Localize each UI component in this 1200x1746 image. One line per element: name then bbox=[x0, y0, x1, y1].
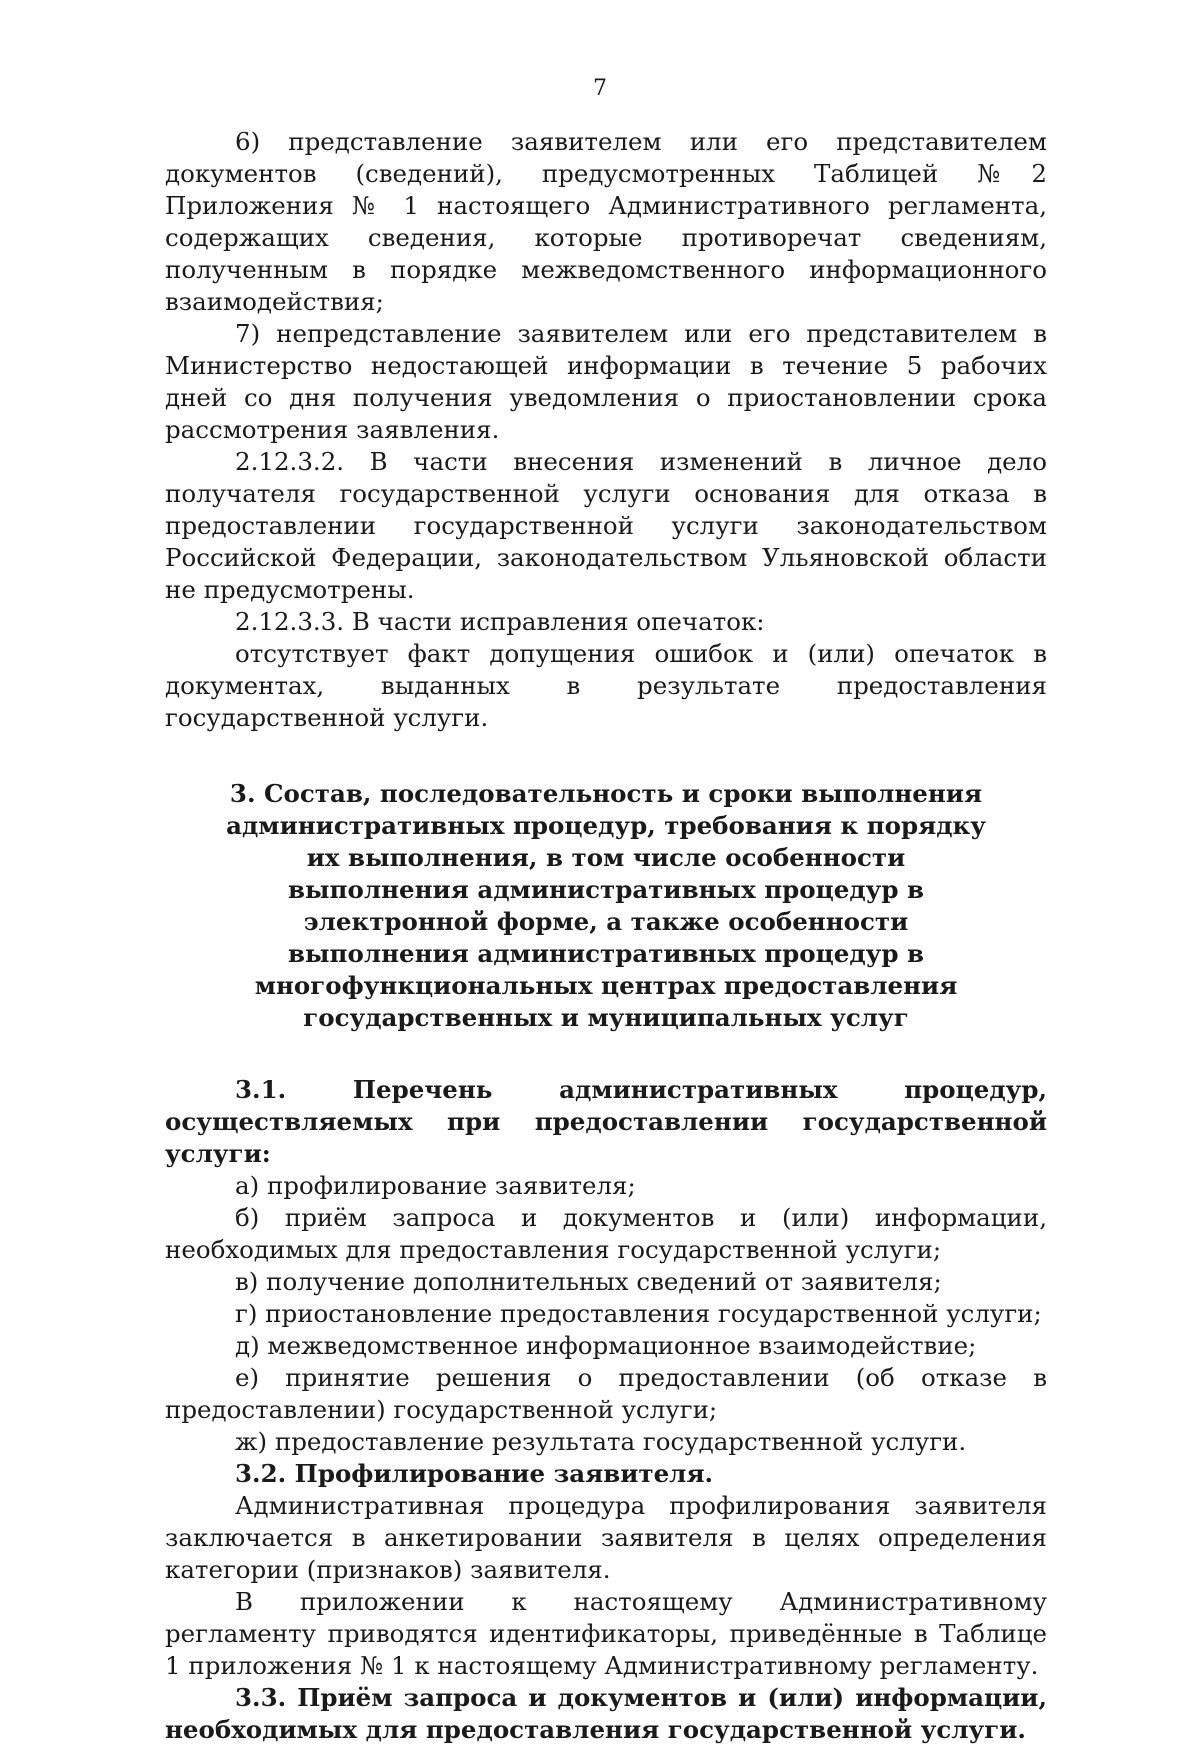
list-item: а) профилирование заявителя; bbox=[235, 1171, 636, 1200]
section-3-1-heading: 3.1. Перечень административных процедур, осуществляемых при предоставлении государственной услуги: bbox=[165, 1075, 1047, 1168]
paragraph: 2.12.3.2. В части внесения изменений в личное дело получателя государственной услуги основания для отказа в предоставлении государственной услуги законодательством Российской Федерации, законодательством Ульяновской области не предусмотрены. bbox=[165, 447, 1047, 604]
list-item: д) межведомственное информационное взаимодействие; bbox=[235, 1331, 977, 1360]
list-item: б) приём запроса и документов и (или) информации, необходимых для предоставления государственной услуги; bbox=[165, 1203, 1047, 1264]
paragraph: Административная процедура профилирования заявителя заключается в анкетировании заявителя в целях определения категории (признаков) заявителя. bbox=[165, 1491, 1047, 1584]
page-number: 7 bbox=[593, 76, 607, 101]
list-item: е) принятие решения о предоставлении (об отказе в предоставлении) государственной услуги; bbox=[165, 1363, 1047, 1424]
paragraph: отсутствует факт допущения ошибок и (или) опечаток в документах, выданных в результате предоставления государственной услуги. bbox=[165, 639, 1047, 732]
paragraph: 6) представление заявителем или его представителем документов (сведений), предусмотренных Таблицей №2 Приложения № 1 настоящего Административного регламента, содержащих сведения, которые противоречат сведениям, полученным в порядке межведомственного информационного взаимодействия; bbox=[165, 127, 1047, 316]
section-3-title: 3. Состав, последовательность и сроки выполнения административных процедур, требования к порядку их выполнения, в том числе особенности выполнения административных процедур в электронной форме, а также особенности выполнения административных процедур в многофункциональных центрах предоставления государственных и муниципальных услуг bbox=[226, 779, 986, 1032]
list-item: ж) предоставление результата государственной услуги. bbox=[235, 1427, 967, 1456]
paragraph: 2.12.3.3. В части исправления опечаток: bbox=[235, 607, 765, 636]
paragraph: В приложении к настоящему Административному регламенту приводятся идентификаторы, приведённые в Таблице 1 приложения № 1 к настоящему Административному регламенту. bbox=[165, 1587, 1047, 1680]
document-body bbox=[165, 126, 1047, 1746]
section-3-3-heading: 3.3. Приём запроса и документов и (или) информации, необходимых для предоставления государственной услуги. bbox=[165, 1683, 1047, 1744]
list-item: в) получение дополнительных сведений от заявителя; bbox=[235, 1267, 942, 1296]
list-item: г) приостановление предоставления государственной услуги; bbox=[235, 1299, 1042, 1328]
section-3-2-heading: 3.2. Профилирование заявителя. bbox=[235, 1459, 714, 1488]
paragraph: 7) непредставление заявителем или его представителем в Министерство недостающей информации в течение 5 рабочих дней со дня получения уведомления о приостановлении срока рассмотрения заявления. bbox=[165, 319, 1047, 444]
